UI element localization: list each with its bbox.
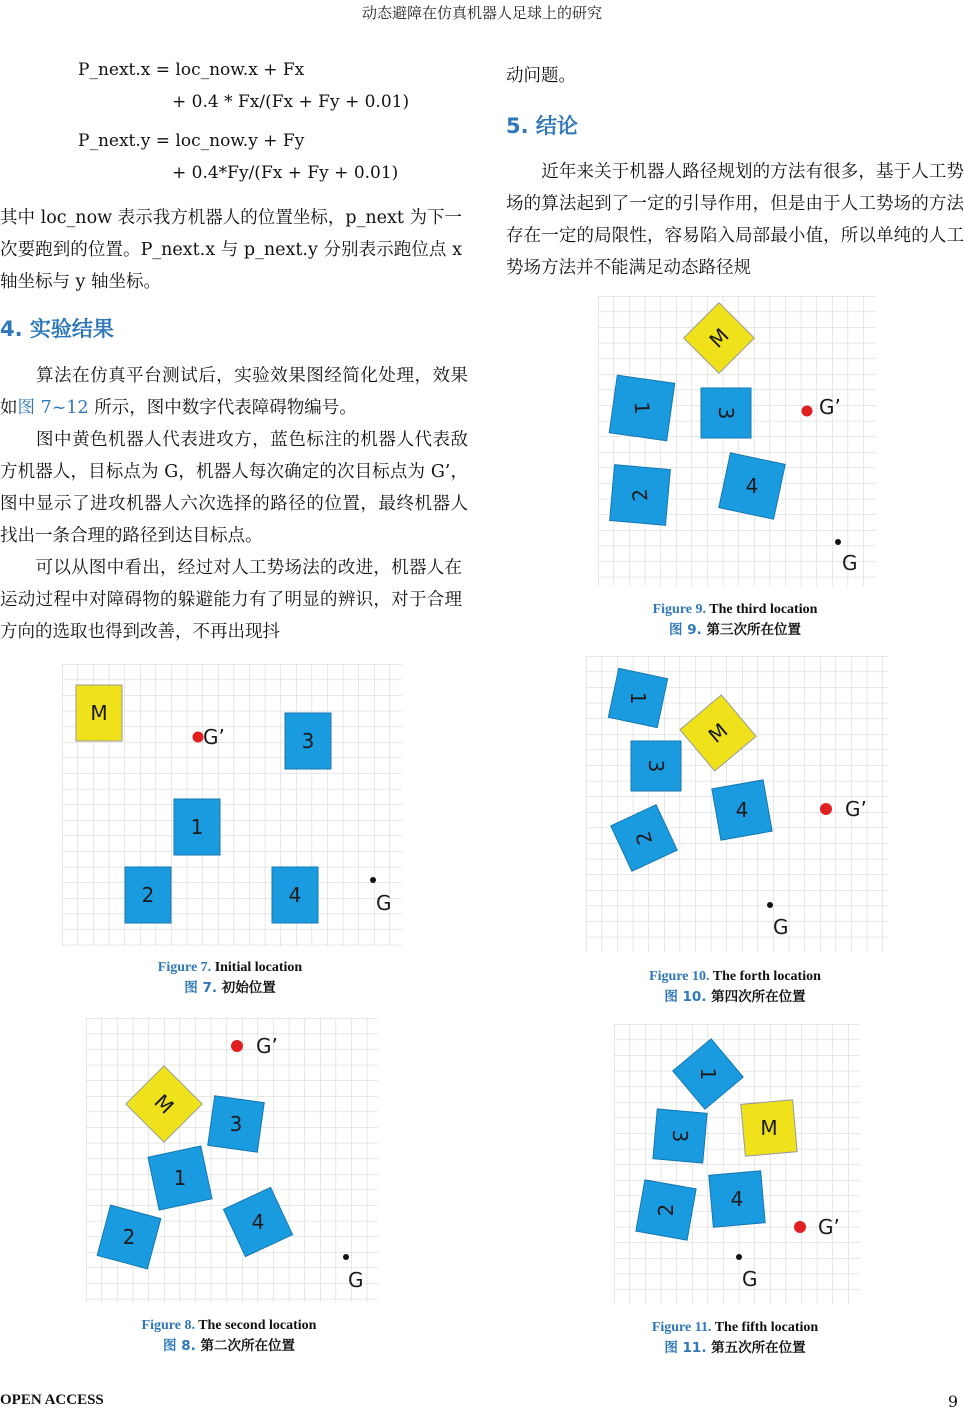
goal-label: G [842,551,858,575]
goal-point [835,539,841,545]
subgoal-label: G’ [203,725,225,749]
subgoal-label: G’ [256,1034,278,1058]
subgoal-label: G’ [845,797,867,821]
subgoal-point [820,803,832,815]
goal-label: G [773,915,789,939]
obstacle-2-label: 2 [654,1203,678,1217]
obstacle-3-label: 3 [301,729,315,753]
paragraph-variable-definition: 其中 loc_now 表示我方机器人的位置坐标，p_next 为下一次要跑到的位置。P_next.x 与 p_next.y 分别表示跑位点 x 轴坐标与 y 轴坐标。 [0,208,462,292]
obstacle-2-label: 2 [141,883,155,907]
goal-point [343,1254,349,1260]
obstacle-1-label: 1 [626,691,650,705]
section-5-title: 5. 结论 [506,114,578,138]
goal-label: G [376,891,392,915]
running-header: 动态避障在仿真机器人足球上的研究 [361,4,602,22]
obstacle-4-label: 4 [251,1210,265,1234]
obstacle-1-label: 1 [190,815,204,839]
obstacle-4-label: 4 [288,883,302,907]
obstacle-3-label: 3 [714,406,738,420]
obstacle-3-label: 3 [644,759,668,773]
page-number: 9 [947,1392,958,1411]
subgoal-point [802,406,813,417]
subgoal-point [794,1221,806,1233]
formula-px-line1: P_next.x = loc_now.x + Fx [78,60,305,80]
figure-reference-link[interactable]: 图 7~12 [17,398,89,418]
subgoal-point [193,732,204,743]
goal-point [736,1254,742,1260]
obstacle-2-label: 2 [627,487,653,503]
figure-8-caption: Figure 8. The second location 图 8. 第二次所在位置 [141,1318,317,1354]
paragraph-robot-description: 图中黄色机器人代表进攻方，蓝色标注的机器人代表敌方机器人，目标点为 G，机器人每次确定的次目标点为 G’，图中显示了进攻机器人六次选择的路径的位置，最终机器人找出一条合理的路径到达目标点。 [0,430,468,546]
paragraph-conclusion: 近年来关于机器人路径规划的方法有很多，基于人工势场的算法起到了一定的引导作用，但是由于人工势场的方法存在一定的局限性，容易陷入局部最小值，所以单纯的人工势场方法并不能满足动态路径规 [506,162,964,278]
results-intro-text-a: 算法在仿真平台测试后，实验效果图经简化处理，效果如 [0,366,468,418]
subgoal-label: G’ [819,395,841,419]
robot-m-label: M [149,1089,179,1119]
figure-8-diagram [86,1018,378,1302]
formula-px-line2: + 0.4 * Fx/(Fx + Fy + 0.01) [172,92,410,112]
figure-11-diagram [614,1024,860,1304]
robot-m-label: M [703,718,733,748]
robot-m-label: M [90,701,108,725]
formula-py-line2: + 0.4*Fy/(Fx + Fy + 0.01) [172,163,399,183]
obstacle-1-label: 1 [696,1067,720,1081]
figure-11-caption: Figure 11. The fifth location 图 11. 第五次所在位置 [651,1320,819,1356]
obstacle-1-label: 1 [173,1166,187,1190]
subgoal-point [231,1040,243,1052]
obstacle-4-label: 4 [745,474,759,498]
subgoal-label: G’ [818,1215,840,1239]
figure-10-diagram [586,656,888,952]
goal-label: G [742,1267,758,1291]
obstacle-2-label: 2 [122,1225,136,1249]
goal-point [767,902,773,908]
figure-10-caption: Figure 10. The forth location 图 10. 第四次所在位置 [649,969,821,1005]
obstacle-1-label: 1 [629,401,655,415]
robot-m-label: M [760,1116,778,1140]
results-intro-text-b: 所示，图中数字代表障碍物编号。 [88,398,357,418]
robot-m-label: M [704,323,734,353]
figure-7-diagram [62,664,402,946]
figure-9-caption: Figure 9. The third location 图 9. 第三次所在位置 [652,602,818,638]
footer-open-access: OPEN ACCESS [0,1392,104,1408]
obstacle-3-label: 3 [668,1129,692,1143]
obstacle-4-label: 4 [735,798,749,822]
paragraph-continuation: 动问题。 [506,66,576,86]
goal-label: G [348,1268,364,1292]
obstacle-4-label: 4 [730,1187,744,1211]
obstacle-2-label: 2 [630,828,658,848]
obstacle-3-label: 3 [229,1112,243,1136]
paragraph-observation: 可以从图中看出，经过对人工势场法的改进，机器人在运动过程中对障碍物的躲避能力有了明显的辨识，对于合理方向的选取也得到改善，不再出现抖 [0,558,462,642]
figure-7-caption: Figure 7. Initial location 图 7. 初始位置 [157,960,303,996]
figure-9-diagram [598,296,876,586]
section-4-title: 4. 实验结果 [0,317,114,341]
goal-point [370,877,376,883]
paragraph-results-intro [0,360,468,424]
formula-py-line1: P_next.y = loc_now.y + Fy [78,131,305,151]
